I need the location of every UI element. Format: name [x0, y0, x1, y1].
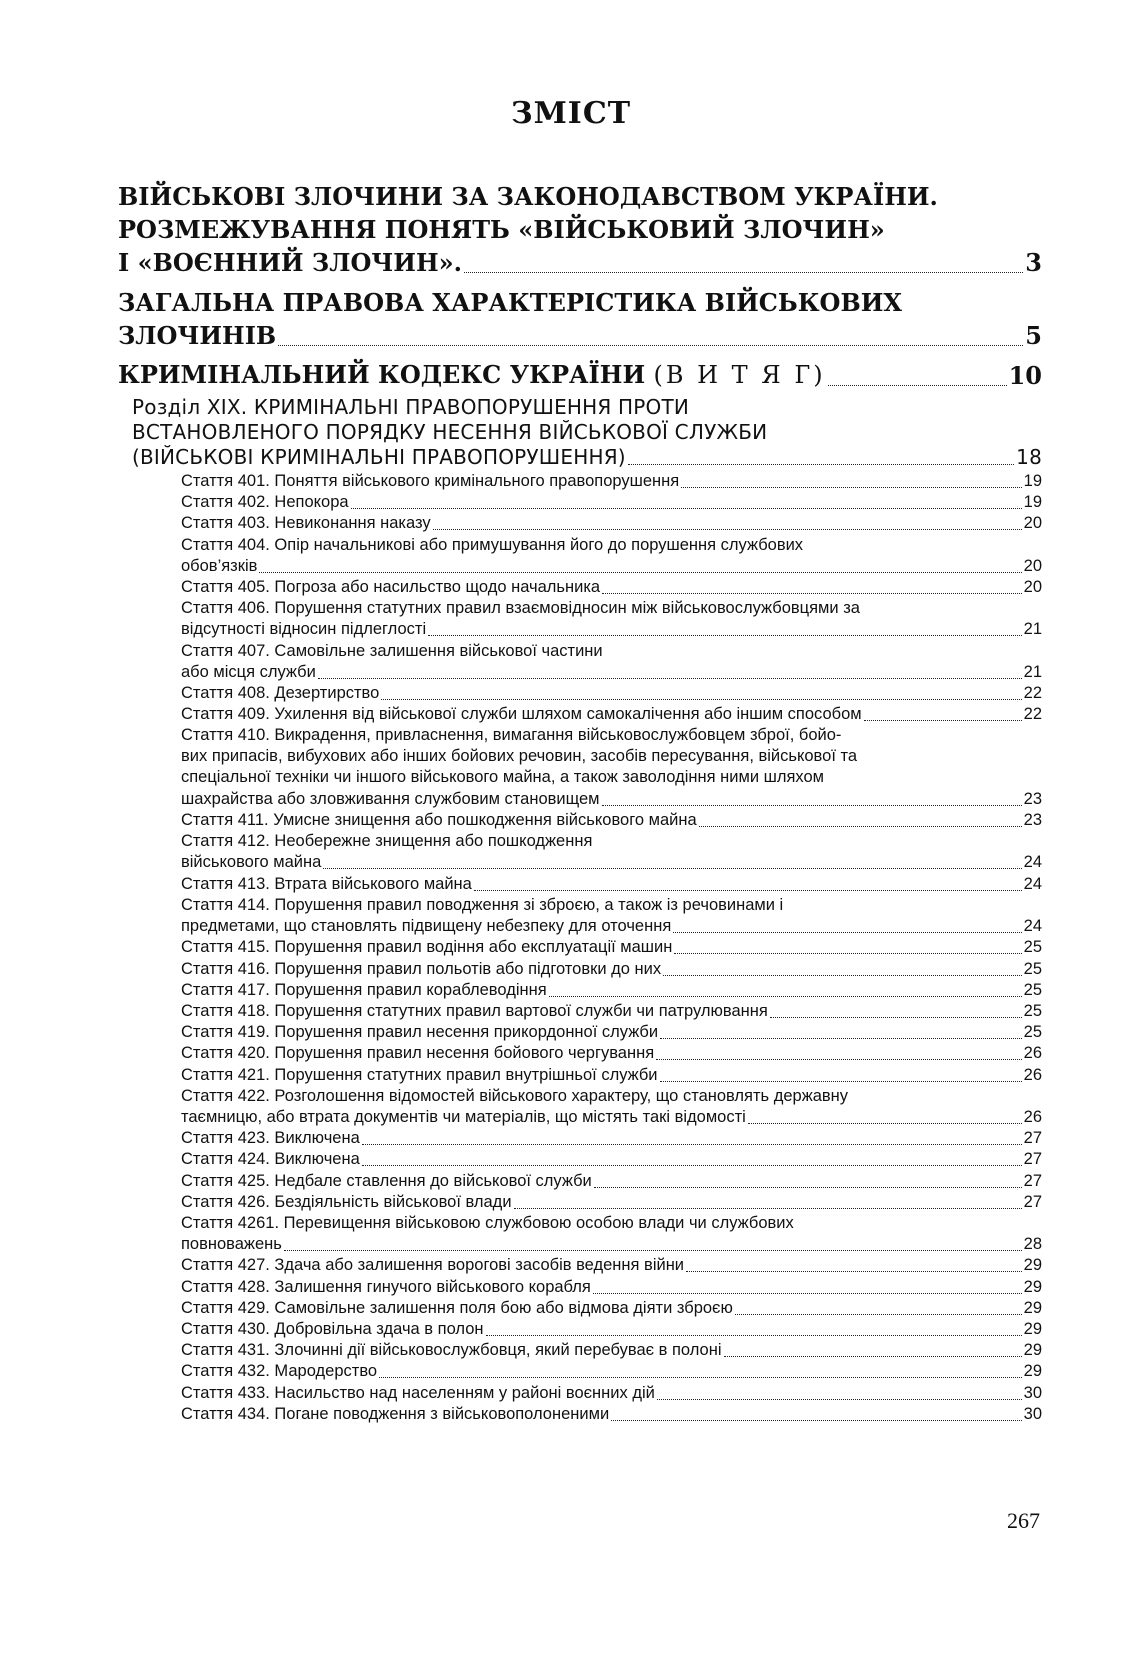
- entry-page-number: 18: [1016, 445, 1042, 469]
- dot-leader: [318, 678, 1022, 679]
- entry-page-number: 29: [1023, 1256, 1042, 1274]
- entry-last-line: [181, 556, 1042, 577]
- entry-title: обов’язків: [181, 557, 258, 576]
- entry-line: ВІЙСЬКОВІ ЗЛОЧИНИ ЗА ЗАКОНОДАВСТВОМ УКРАЇНИ.: [118, 182, 938, 211]
- entry-title: Стаття 420. Порушення правил несення бойового чергування: [181, 1044, 655, 1062]
- entry-page-number: 22: [1023, 705, 1042, 723]
- dot-leader: [381, 699, 1021, 700]
- entry-page-number: 29: [1023, 1299, 1042, 1317]
- toc-article-entry[interactable]: [181, 1022, 1042, 1043]
- entry-line: ВСТАНОВЛЕНОГО ПОРЯДКУ НЕСЕННЯ ВІЙСЬКОВОЇ СЛУЖБИ: [132, 420, 768, 444]
- toc-article-entry[interactable]: [181, 810, 1042, 831]
- entry-last-line: [181, 980, 1042, 1001]
- entry-page-number: 3: [1025, 248, 1042, 277]
- toc-article-entry[interactable]: [181, 1128, 1042, 1149]
- entry-last-line: [181, 513, 1042, 534]
- entry-line: ЗАГАЛЬНА ПРАВОВА ХАРАКТЕРІСТИКА ВІЙСЬКОВИХ: [118, 288, 903, 317]
- dot-leader: [770, 1017, 1022, 1018]
- entry-title: Стаття 423. Виключена: [181, 1129, 360, 1147]
- entry-title: Стаття 430. Добровільна здача в полон: [181, 1320, 484, 1338]
- entry-page-number: 25: [1023, 960, 1042, 978]
- entry-last-line: [181, 1128, 1042, 1149]
- entry-last-line: [181, 959, 1042, 980]
- toc-section-entry[interactable]: [118, 358, 1042, 392]
- entry-title: Стаття 419. Порушення правил несення прикордонної служби: [181, 1023, 659, 1041]
- entry-line: Стаття 4261. Перевищення військовою службовою особою влади чи службових: [181, 1214, 794, 1232]
- entry-title: І «ВОЄННИЙ ЗЛОЧИН».: [118, 248, 462, 277]
- toc-article-entry[interactable]: [181, 641, 1042, 683]
- entry-title: (ВІЙСЬКОВІ КРИМІНАЛЬНІ ПРАВОПОРУШЕННЯ): [132, 445, 626, 469]
- dot-leader: [699, 826, 1022, 827]
- entry-page-number: 20: [1023, 578, 1042, 596]
- entry-page-number: 27: [1023, 1172, 1042, 1190]
- dot-leader: [351, 508, 1022, 509]
- entry-page-number: 20: [1023, 557, 1042, 576]
- entry-page-number: 25: [1023, 938, 1042, 956]
- entry-line: вих припасів, вибухових або інших бойових речовин, засобів пересування, військової та: [181, 747, 858, 766]
- toc-article-entry[interactable]: [181, 1255, 1042, 1276]
- entry-page-number: 29: [1023, 1320, 1042, 1338]
- toc-article-entry[interactable]: [181, 492, 1042, 513]
- entry-title: Стаття 431. Злочинні дії військовослужбовця, який перебуває в полоні: [181, 1341, 722, 1359]
- dot-leader: [464, 272, 1023, 273]
- entry-title: Стаття 428. Залишення гинучого військового корабля: [181, 1278, 591, 1296]
- entry-title: Стаття 411. Умисне знищення або пошкодження військового майна: [181, 811, 697, 829]
- entry-page-number: 26: [1023, 1066, 1042, 1084]
- dot-leader: [681, 487, 1021, 488]
- entry-line: Стаття 406. Порушення статутних правил взаємовідносин між військовослужбовцями за: [181, 599, 860, 617]
- toc-section-entry[interactable]: [118, 286, 1042, 352]
- toc-article-entry[interactable]: [181, 1001, 1042, 1022]
- toc-article-entry[interactable]: [181, 725, 1042, 810]
- entry-line: Стаття 422. Розголошення відомостей військового характеру, що становлять державну: [181, 1087, 849, 1105]
- toc-article-entry[interactable]: [181, 1319, 1042, 1340]
- entry-last-line: [181, 1340, 1042, 1361]
- entry-title: Стаття 426. Бездіяльність військової влади: [181, 1193, 512, 1211]
- entry-page-number: 23: [1023, 789, 1042, 808]
- dot-leader: [656, 1059, 1022, 1060]
- toc-article-entry[interactable]: [181, 577, 1042, 598]
- entry-title: військового майна: [181, 853, 322, 872]
- entry-last-line: [181, 1277, 1042, 1298]
- entry-page-number: 21: [1023, 663, 1042, 682]
- entry-title: Стаття 427. Здача або залишення ворогові засобів ведення війни: [181, 1256, 685, 1274]
- page-title: ЗМІСТ: [510, 96, 632, 131]
- toc-article-entry[interactable]: [181, 937, 1042, 958]
- dot-leader: [724, 1356, 1022, 1357]
- entry-title: Стаття 424. Виключена: [181, 1150, 360, 1168]
- entry-page-number: 24: [1023, 917, 1042, 936]
- dot-leader: [686, 1271, 1022, 1272]
- dot-leader: [362, 1165, 1022, 1166]
- entry-page-number: 25: [1023, 1023, 1042, 1041]
- entry-title: Стаття 421. Порушення статутних правил внутрішньої служби: [181, 1066, 658, 1084]
- toc-article-entry[interactable]: [181, 1361, 1042, 1382]
- entry-line: Стаття 410. Викрадення, привласнення, вимагання військовослужбовцем зброї, бойо-: [181, 726, 842, 744]
- entry-last-line: [181, 1404, 1042, 1425]
- entry-title: Стаття 408. Дезертирство: [181, 684, 380, 702]
- toc-article-entry[interactable]: [181, 1213, 1042, 1255]
- entry-title: Стаття 416. Порушення правил польотів або підготовки до них: [181, 960, 662, 978]
- entry-last-line: [181, 704, 1042, 725]
- entry-last-line: [181, 810, 1042, 831]
- entry-last-line: [181, 1149, 1042, 1170]
- toc-article-entry[interactable]: [181, 1043, 1042, 1064]
- dot-leader: [602, 593, 1022, 594]
- entry-page-number: 24: [1023, 853, 1042, 872]
- entry-page-number: 25: [1023, 981, 1042, 999]
- entry-title: таємницю, або втрата документів чи матеріалів, що містять такі відомості: [181, 1108, 746, 1127]
- toc-article-entry[interactable]: [181, 1192, 1042, 1213]
- dot-leader: [828, 385, 1007, 386]
- entry-last-line: [181, 492, 1042, 513]
- toc-article-entry[interactable]: [181, 1277, 1042, 1298]
- dot-leader: [593, 1293, 1022, 1294]
- entry-line: спеціальної техніки чи іншого військового майна, а також заволодіння ними шляхом: [181, 768, 825, 787]
- entry-line: Стаття 414. Порушення правил поводження зі зброєю, а також із речовинами і: [181, 896, 784, 914]
- entry-last-line: [132, 445, 1042, 470]
- entry-last-line: [181, 1192, 1042, 1213]
- entry-last-line: [181, 1022, 1042, 1043]
- entry-line: РОЗМЕЖУВАННЯ ПОНЯТЬ «ВІЙСЬКОВИЙ ЗЛОЧИН»: [118, 215, 885, 244]
- entry-line: Стаття 412. Необережне знищення або пошкодження: [181, 832, 593, 850]
- toc-article-entry[interactable]: [181, 471, 1042, 492]
- toc-article-entry[interactable]: [181, 535, 1042, 577]
- entry-last-line: [181, 874, 1042, 895]
- entry-last-line: [181, 683, 1042, 704]
- toc-article-entry[interactable]: [181, 959, 1042, 980]
- toc-article-entry[interactable]: [181, 1065, 1042, 1086]
- entry-last-line: [181, 1107, 1042, 1128]
- dot-leader: [864, 720, 1022, 721]
- entry-title: Стаття 403. Невиконання наказу: [181, 514, 431, 532]
- toc-article-entry[interactable]: [181, 831, 1042, 873]
- entry-title: Стаття 425. Недбале ставлення до військової служби: [181, 1172, 592, 1190]
- entry-page-number: 25: [1023, 1002, 1042, 1020]
- entry-title: повноважень: [181, 1235, 282, 1254]
- entry-line: Розділ XIX. КРИМІНАЛЬНІ ПРАВОПОРУШЕННЯ ПРОТИ: [132, 395, 690, 419]
- dot-leader: [602, 805, 1022, 806]
- entry-page-number: 10: [1008, 361, 1042, 390]
- entry-title: Стаття 409. Ухилення від військової служби шляхом самокалічення або іншим способом: [181, 705, 862, 723]
- dot-leader: [628, 464, 1014, 465]
- toc-chapter-entry[interactable]: [132, 395, 1042, 470]
- entry-last-line: [181, 1043, 1042, 1064]
- dot-leader: [379, 1377, 1022, 1378]
- toc-article-entry[interactable]: [181, 683, 1042, 704]
- entry-page-number: 23: [1023, 811, 1042, 829]
- entry-title: Стаття 402. Непокора: [181, 493, 349, 511]
- entry-title: Стаття 432. Мародерство: [181, 1362, 378, 1380]
- entry-page-number: 27: [1023, 1129, 1042, 1147]
- toc-article-entry[interactable]: [181, 704, 1042, 725]
- entry-last-line: [118, 319, 1042, 352]
- dot-leader: [433, 529, 1022, 530]
- entry-title: Стаття 433. Насильство над населенням у районі воєнних дій: [181, 1384, 655, 1402]
- entry-page-number: 30: [1023, 1384, 1042, 1402]
- dot-leader: [428, 635, 1022, 636]
- toc-article-entry[interactable]: [181, 895, 1042, 937]
- entry-page-number: 5: [1025, 321, 1042, 350]
- dot-leader: [284, 1250, 1022, 1251]
- entry-last-line: [181, 1255, 1042, 1276]
- entry-page-number: 26: [1023, 1108, 1042, 1127]
- entry-page-number: 22: [1023, 684, 1042, 702]
- entry-last-line: [181, 1065, 1042, 1086]
- entry-last-line: [181, 1383, 1042, 1404]
- toc-section-entry[interactable]: [118, 180, 1042, 279]
- entry-last-line: [181, 471, 1042, 492]
- entry-page-number: 19: [1023, 493, 1042, 511]
- entry-last-line: [118, 246, 1042, 279]
- dot-leader: [674, 953, 1021, 954]
- entry-last-line: [181, 1234, 1042, 1255]
- toc-article-entry[interactable]: [181, 1149, 1042, 1170]
- entry-page-number: 29: [1023, 1341, 1042, 1359]
- entry-page-number: 27: [1023, 1150, 1042, 1168]
- entry-title: Стаття 434. Погане поводження з військовополоненими: [181, 1405, 610, 1423]
- entry-title: Стаття 401. Поняття військового кримінального правопорушення: [181, 472, 680, 490]
- entry-title: Стаття 413. Втрата військового майна: [181, 875, 472, 893]
- entry-last-line: [181, 1001, 1042, 1022]
- dot-leader: [549, 996, 1022, 997]
- entry-title: предметами, що становлять підвищену небезпеку для оточення: [181, 917, 672, 936]
- entry-title: відсутності відносин підлеглості: [181, 620, 427, 639]
- toc-article-entry[interactable]: [181, 1086, 1042, 1128]
- dot-leader: [748, 1123, 1022, 1124]
- toc-article-entry[interactable]: [181, 1383, 1042, 1404]
- entry-last-line: [181, 1298, 1042, 1319]
- entry-page-number: 24: [1023, 875, 1042, 893]
- toc-article-entry[interactable]: [181, 513, 1042, 534]
- dot-leader: [474, 890, 1022, 891]
- entry-last-line: [181, 577, 1042, 598]
- dot-leader: [673, 932, 1021, 933]
- entry-page-number: 27: [1023, 1193, 1042, 1211]
- entry-page-number: 28: [1023, 1235, 1042, 1254]
- dot-leader: [259, 572, 1021, 573]
- entry-title: Стаття 418. Порушення статутних правил вартової служби чи патрулювання: [181, 1002, 768, 1020]
- entry-last-line: [181, 1361, 1042, 1382]
- dot-leader: [657, 1399, 1022, 1400]
- entry-title: ЗЛОЧИНІВ: [118, 321, 277, 350]
- entry-title-suffix: (В И Т Я Г): [653, 361, 826, 389]
- dot-leader: [663, 975, 1022, 976]
- entry-line: Стаття 407. Самовільне залишення військової частини: [181, 642, 603, 660]
- entry-last-line: [181, 916, 1042, 937]
- entry-page-number: 21: [1023, 620, 1042, 639]
- dot-leader: [514, 1208, 1022, 1209]
- entry-last-line: [181, 1319, 1042, 1340]
- toc-article-entry[interactable]: [181, 1171, 1042, 1192]
- entry-last-line: [181, 852, 1042, 873]
- dot-leader: [660, 1038, 1022, 1039]
- entry-title: Стаття 417. Порушення правил кораблеводіння: [181, 981, 547, 999]
- entry-title: Стаття 405. Погроза або насильство щодо начальника: [181, 578, 601, 596]
- entry-last-line: [181, 789, 1042, 810]
- entry-page-number: 26: [1023, 1044, 1042, 1062]
- dot-leader: [323, 868, 1021, 869]
- entry-last-line: [118, 358, 1042, 392]
- dot-leader: [660, 1081, 1022, 1082]
- entry-page-number: 20: [1023, 514, 1042, 532]
- entry-title: Стаття 429. Самовільне залишення поля бою або відмова діяти зброєю: [181, 1299, 733, 1317]
- page-number: 267: [1007, 1508, 1040, 1533]
- toc-article-entry[interactable]: [181, 1298, 1042, 1319]
- entry-page-number: 29: [1023, 1278, 1042, 1296]
- entry-page-number: 30: [1023, 1405, 1042, 1423]
- dot-leader: [278, 345, 1023, 346]
- entry-title: Стаття 415. Порушення правил водіння або експлуатації машин: [181, 938, 673, 956]
- entry-last-line: [181, 662, 1042, 683]
- entry-title: шахрайства або зловживання службовим становищем: [181, 789, 600, 808]
- entry-last-line: [181, 619, 1042, 640]
- toc-article-entry[interactable]: [181, 874, 1042, 895]
- entry-line: Стаття 404. Опір начальникові або примушування його до порушення службових: [181, 536, 804, 554]
- entry-title: КРИМІНАЛЬНИЙ КОДЕКС УКРАЇНИ (В И Т Я Г): [118, 360, 826, 389]
- toc-article-entry[interactable]: [181, 598, 1042, 640]
- dot-leader: [611, 1420, 1021, 1421]
- entry-last-line: [181, 1171, 1042, 1192]
- entry-page-number: 29: [1023, 1362, 1042, 1380]
- toc-article-entry[interactable]: [181, 1340, 1042, 1361]
- entry-title: або місця служби: [181, 663, 316, 682]
- dot-leader: [735, 1314, 1022, 1315]
- dot-leader: [594, 1187, 1022, 1188]
- dot-leader: [486, 1335, 1022, 1336]
- dot-leader: [362, 1144, 1022, 1145]
- toc-article-entry[interactable]: [181, 980, 1042, 1001]
- entry-last-line: [181, 937, 1042, 958]
- entry-page-number: 19: [1023, 472, 1042, 490]
- toc-article-entry[interactable]: [181, 1404, 1042, 1425]
